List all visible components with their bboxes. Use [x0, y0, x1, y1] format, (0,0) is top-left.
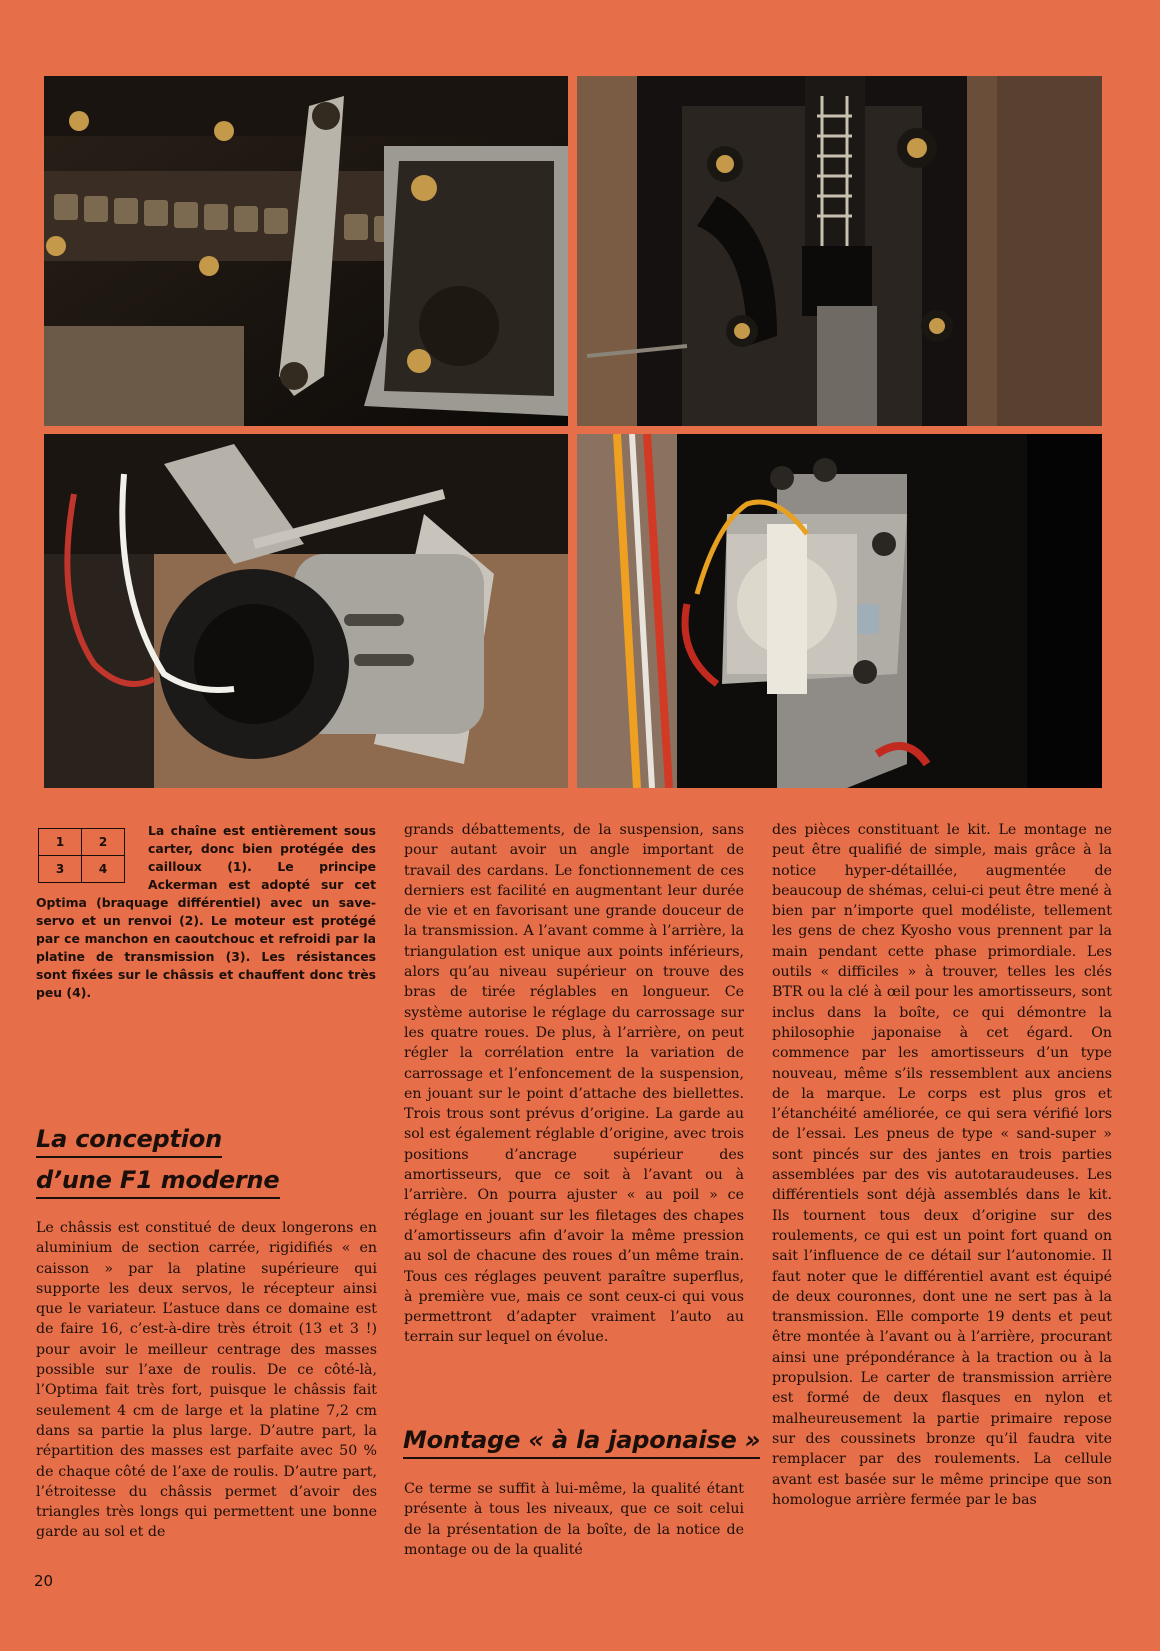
- photo-key-3: 3: [39, 856, 82, 883]
- photo-key-1: 1: [39, 829, 82, 856]
- photo-key-2: 2: [82, 829, 125, 856]
- article-column-3: [772, 820, 1112, 1510]
- conception-paragraph: Le châssis est constitué de deux longerons en aluminium de section carrée, rigidifiés « en caisson » par la platine supérieure qui supporte les deux servos, le récepteur ainsi que le variateur. L’astuce dans ce domaine est de faire 16, c’est-à-dire très étroit (13 et 3 !) pour avoir le meilleur centrage des masses possible sur l’axe de roulis. De ce côté-là, l’Optima fait très fort, puisque le châssis fait seulement 4 cm de large et la platine 7,2 cm dans sa partie la plus large. D’autre part, la répartition des masses est parfaite avec 50 % de chaque côté de l’axe de roulis. D’autre part, l’étroitesse du châssis permet d’avoir des triangles très longs qui permettent une bonne garde au sol et de: [36, 1220, 377, 1541]
- montage-paragraph: Ce terme se suffit à lui-même, la qualité étant présente à tous les niveaux, que ce soit celui de la présentation de la boîte, de la notice de montage ou de la qualité: [404, 1481, 744, 1558]
- photo-resistors-chassis: [577, 434, 1102, 788]
- section-title-conception-line2: d’une F1 moderne: [36, 1166, 280, 1199]
- photo-key-4: 4: [82, 856, 125, 883]
- kit-paragraph: des pièces constituant le kit. Le montage ne peut être qualifié de simple, mais grâce à la notice hyper-détaillée, augmentée de beaucoup de shémas, celui-ci peut être mené à bien par n’importe quel modéliste, tellement les gens de chez Kyosho vous prennent par la main pendant cette phase primordiale. Les outils « difficiles » à trouver, telles les clés BTR ou la clé à œil pour les amortisseurs, sont inclus dans la boîte, ce qui démontre la philosophie japonaise à cet égard. On commence par les amortisseurs d’un type nouveau, même s’ils ressemblent aux anciens de la marque. Le corps est plus gros et l’étanchéité améliorée, ce qui sera vérifié lors de l’essai. Les pneus de type « sand-super » sont pincés sur des jantes en trois parties assemblées par des vis autotaraudeuses. Les différentiels sont déjà assemblés dans le kit. Ils tournent tous deux d’origine sur des roulements, ce qui est un point fort quand on sait l’influence de ce détail sur l’autonomie. Il faut noter que le différentiel avant est équipé de deux couronnes, dont une ne sert pas à la transmission. Elle comporte 19 dents et peut être montée à l’avant ou à l’arrière, procurant ainsi une prépondérance à la traction ou à la propulsion. Le carter de transmission arrière est formé de deux flasques en nylon et malheureusement la partie primaire repose sur des coussinets bronze qu’il faudra vite remplacer par des roulements. La cellule avant est basée sur le même principe que son homologue arrière fermée par le bas: [772, 822, 1112, 1508]
- photo-caption: [36, 822, 376, 1002]
- article-column-1: [36, 1218, 377, 1543]
- article-column-2: [404, 820, 744, 1348]
- article-column-2-bottom: [404, 1479, 744, 1560]
- photo-chain-cover: [44, 76, 568, 426]
- photo-ackerman-steering: [577, 76, 1102, 426]
- photo-caption-text: La chaîne est entièrement sous carter, donc bien protégée des cailloux (1). Le principe Ackerman est adopté sur cet Optima (braquage différentiel) avec un save-servo et un renvoi (2). Le moteur est protégé par ce manchon en caoutchouc et refroidi par la platine de transmission (3). Les résistances sont fixées sur le châssis et chauffent donc très peu (4).: [36, 823, 376, 1000]
- photo-motor-rubber-sleeve: [44, 434, 568, 788]
- section-title-conception: La conception: [36, 1125, 222, 1158]
- page-number: 20: [34, 1572, 54, 1590]
- section-title-montage: Montage « à la japonaise »: [403, 1426, 760, 1459]
- suspension-paragraph: grands débattements, de la suspension, sans pour autant avoir un angle important de travail des cardans. Le fonctionnement de ces derniers est facilité en augmentant leur durée de vie et en favorisant une grande douceur de la transmission. A l’avant comme à l’arrière, la triangulation est unique aux points inférieurs, alors qu’au niveau supérieur on trouve des bras de tirée réglables en longueur. Ce système autorise le réglage du carrossage sur les quatre roues. De plus, à l’arrière, on peut régler la corrélation entre la variation de carrossage et l’enfoncement de la suspension, en jouant sur le point d’attache des biellettes. Trois trous sont prévus d’origine. La garde au sol est également réglable d’origine, avec trois positions d’ancrage supérieur des amortisseurs, que ce soit à l’avant ou à l’arrière. On pourra ajuster « au poil » ce réglage en jouant sur les filetages des chapes d’amortisseurs afin d’avoir la même pression au sol de chacune des roues d’un même train. Tous ces réglages peuvent paraître superflus, à première vue, mais ce sont ceux-ci qui vous permettront d’adapter vraiment l’auto au terrain sur lequel on évolue.: [404, 822, 744, 1346]
